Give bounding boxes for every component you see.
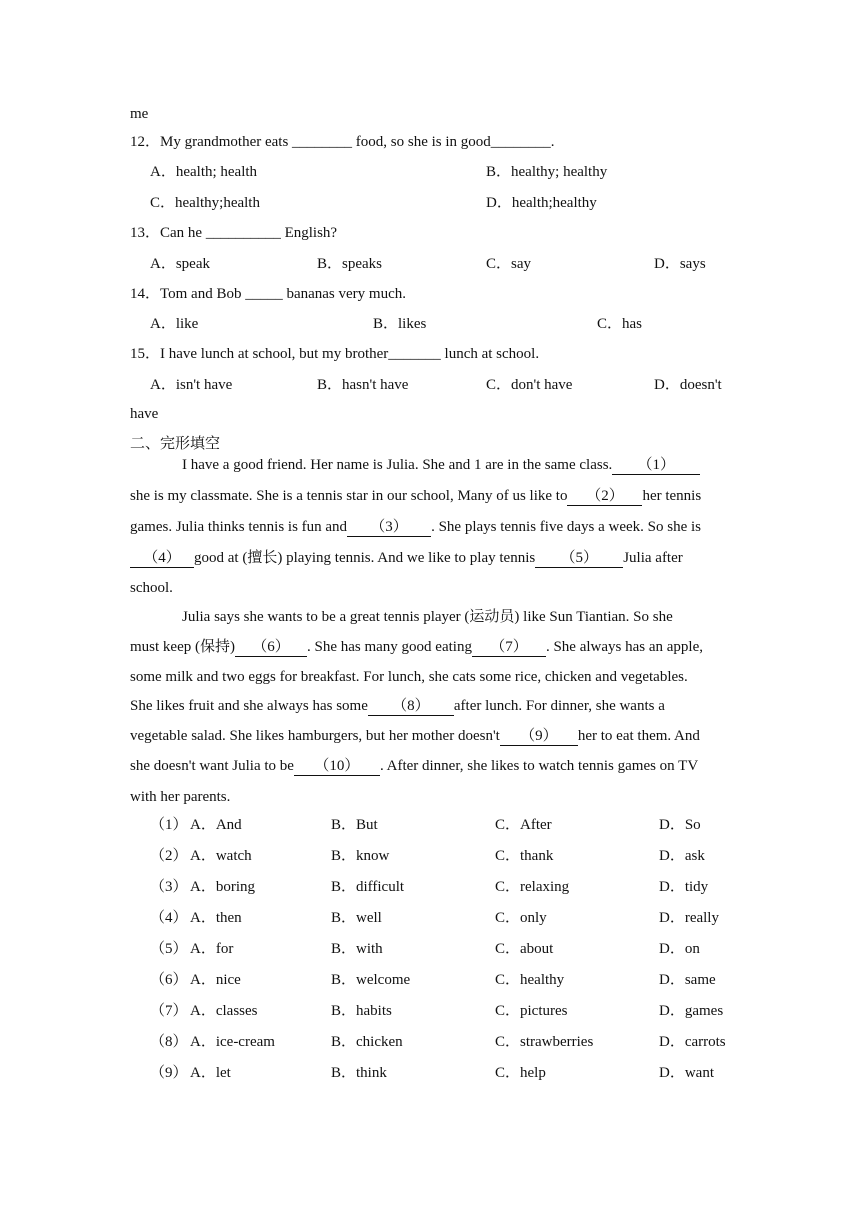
blank-2: （2） bbox=[567, 487, 642, 506]
passage-line: vegetable salad. She likes hamburgers, but her mother doesn't （9） her to eat them. And bbox=[130, 728, 700, 744]
cloze-option-d: D．same bbox=[659, 972, 716, 988]
q12-option-c: C．healthy;health bbox=[150, 195, 260, 211]
cloze-option-a: A．watch bbox=[190, 848, 252, 864]
cloze-option-a: A．classes bbox=[190, 1003, 258, 1019]
cloze-option-c: C．healthy bbox=[495, 972, 565, 988]
q15-option-a: A．isn't have bbox=[150, 377, 233, 393]
passage-line: （4） good at (擅长) playing tennis. And we like to play tennis （5） Julia after bbox=[130, 548, 683, 568]
cloze-option-d: D．tidy bbox=[659, 879, 709, 895]
blank-8: （8） bbox=[368, 697, 454, 716]
q15-option-d-wrap: have bbox=[130, 406, 159, 422]
q14-option-b: B．likes bbox=[373, 316, 427, 332]
cloze-item-number: （2） bbox=[150, 848, 188, 864]
cloze-item-number: （5） bbox=[150, 941, 188, 957]
cloze-option-c: C．only bbox=[495, 910, 547, 926]
passage-line: Julia says she wants to be a great tennis player (运动员) like Sun Tiantian. So she bbox=[182, 609, 673, 625]
blank-4: （4） bbox=[130, 549, 194, 568]
top-fragment: me bbox=[130, 106, 149, 122]
cloze-option-a: A．for bbox=[190, 941, 234, 957]
cloze-option-a: A．And bbox=[190, 817, 242, 833]
cloze-option-b: B．know bbox=[331, 848, 390, 864]
q14-option-c: C．has bbox=[597, 316, 643, 332]
cloze-option-a: A．ice-cream bbox=[190, 1034, 275, 1050]
cloze-option-c: C．thank bbox=[495, 848, 554, 864]
cloze-item-number: （1） bbox=[150, 817, 188, 833]
q15-option-b: B．hasn't have bbox=[317, 377, 409, 393]
cloze-item-number: （9） bbox=[150, 1065, 188, 1081]
blank-9: （9） bbox=[500, 727, 578, 746]
cloze-option-d: D．want bbox=[659, 1065, 714, 1081]
passage-line: some milk and two eggs for breakfast. For lunch, she cats some rice, chicken and vegetables. bbox=[130, 669, 688, 685]
cloze-option-d: D．really bbox=[659, 910, 719, 926]
cloze-option-a: A．nice bbox=[190, 972, 241, 988]
cloze-option-b: B．welcome bbox=[331, 972, 411, 988]
cloze-option-c: C．help bbox=[495, 1065, 546, 1081]
q14-option-a: A．like bbox=[150, 316, 199, 332]
blank-5: （5） bbox=[535, 549, 623, 568]
q15-option-c: C．don't have bbox=[486, 377, 573, 393]
q13-option-d: D．says bbox=[654, 256, 706, 272]
cloze-option-c: C．about bbox=[495, 941, 554, 957]
passage-line: she doesn't want Julia to be （10） . After dinner, she likes to watch tennis games on TV bbox=[130, 758, 699, 774]
cloze-option-c: C．strawberries bbox=[495, 1034, 594, 1050]
q12-option-d: D．health;healthy bbox=[486, 195, 597, 211]
passage-line: with her parents. bbox=[130, 789, 231, 805]
q12-option-b: B．healthy; healthy bbox=[486, 164, 608, 180]
passage-line: I have a good friend. Her name is Julia. She and 1 are in the same class. （1） bbox=[182, 455, 700, 475]
question-13-stem: 13．Can he __________ English? bbox=[130, 225, 338, 241]
cloze-option-d: D．on bbox=[659, 941, 700, 957]
blank-1: （1） bbox=[612, 456, 700, 475]
cloze-item-number: （3） bbox=[150, 879, 188, 895]
q13-option-a: A．speak bbox=[150, 256, 210, 272]
cloze-item-number: （6） bbox=[150, 972, 188, 988]
question-15-stem: 15．I have lunch at school, but my brother_______ lunch at school. bbox=[130, 346, 540, 362]
cloze-option-b: B．difficult bbox=[331, 879, 405, 895]
cloze-option-c: C．After bbox=[495, 817, 552, 833]
question-12-stem: 12．My grandmother eats ________ food, so she is in good________. bbox=[130, 134, 555, 150]
cloze-option-b: B．chicken bbox=[331, 1034, 403, 1050]
section-title: 二、完形填空 bbox=[130, 434, 221, 452]
blank-10: （10） bbox=[294, 757, 380, 776]
q13-option-c: C．say bbox=[486, 256, 532, 272]
cloze-option-b: B．with bbox=[331, 941, 383, 957]
cloze-option-d: D．ask bbox=[659, 848, 705, 864]
passage-line: must keep (保持) （6） . She has many good eating （7） . She always has an apple, bbox=[130, 639, 704, 655]
cloze-item-number: （8） bbox=[150, 1034, 188, 1050]
cloze-option-c: C．relaxing bbox=[495, 879, 570, 895]
cloze-option-b: B．think bbox=[331, 1065, 387, 1081]
cloze-option-b: B．well bbox=[331, 910, 382, 926]
cloze-option-a: A．boring bbox=[190, 879, 255, 895]
q13-option-b: B．speaks bbox=[317, 256, 382, 272]
passage-line: games. Julia thinks tennis is fun and （3） . She plays tennis five days a week. So she is bbox=[130, 519, 702, 535]
cloze-item-number: （4） bbox=[150, 910, 188, 926]
cloze-option-d: D．So bbox=[659, 817, 701, 833]
cloze-option-c: C．pictures bbox=[495, 1003, 568, 1019]
cloze-option-d: D．games bbox=[659, 1003, 724, 1019]
passage-line: she is my classmate. She is a tennis star in our school, Many of us like to （2） her tennis bbox=[130, 488, 702, 504]
cloze-option-d: D．carrots bbox=[659, 1034, 726, 1050]
cloze-item-number: （7） bbox=[150, 1003, 188, 1019]
q15-option-d: D．doesn't bbox=[654, 377, 722, 393]
cloze-option-a: A．then bbox=[190, 910, 242, 926]
q12-option-a: A．health; health bbox=[150, 164, 258, 180]
blank-3: （3） bbox=[347, 518, 431, 537]
cloze-option-b: B．But bbox=[331, 817, 378, 833]
blank-6: （6） bbox=[235, 638, 307, 657]
question-14-stem: 14．Tom and Bob _____ bananas very much. bbox=[130, 286, 406, 302]
cloze-option-a: A．let bbox=[190, 1065, 231, 1081]
passage-line: school. bbox=[130, 580, 173, 596]
passage-line: She likes fruit and she always has some （8） after lunch. For dinner, she wants a bbox=[130, 698, 665, 714]
blank-7: （7） bbox=[472, 638, 546, 657]
cloze-option-b: B．habits bbox=[331, 1003, 392, 1019]
